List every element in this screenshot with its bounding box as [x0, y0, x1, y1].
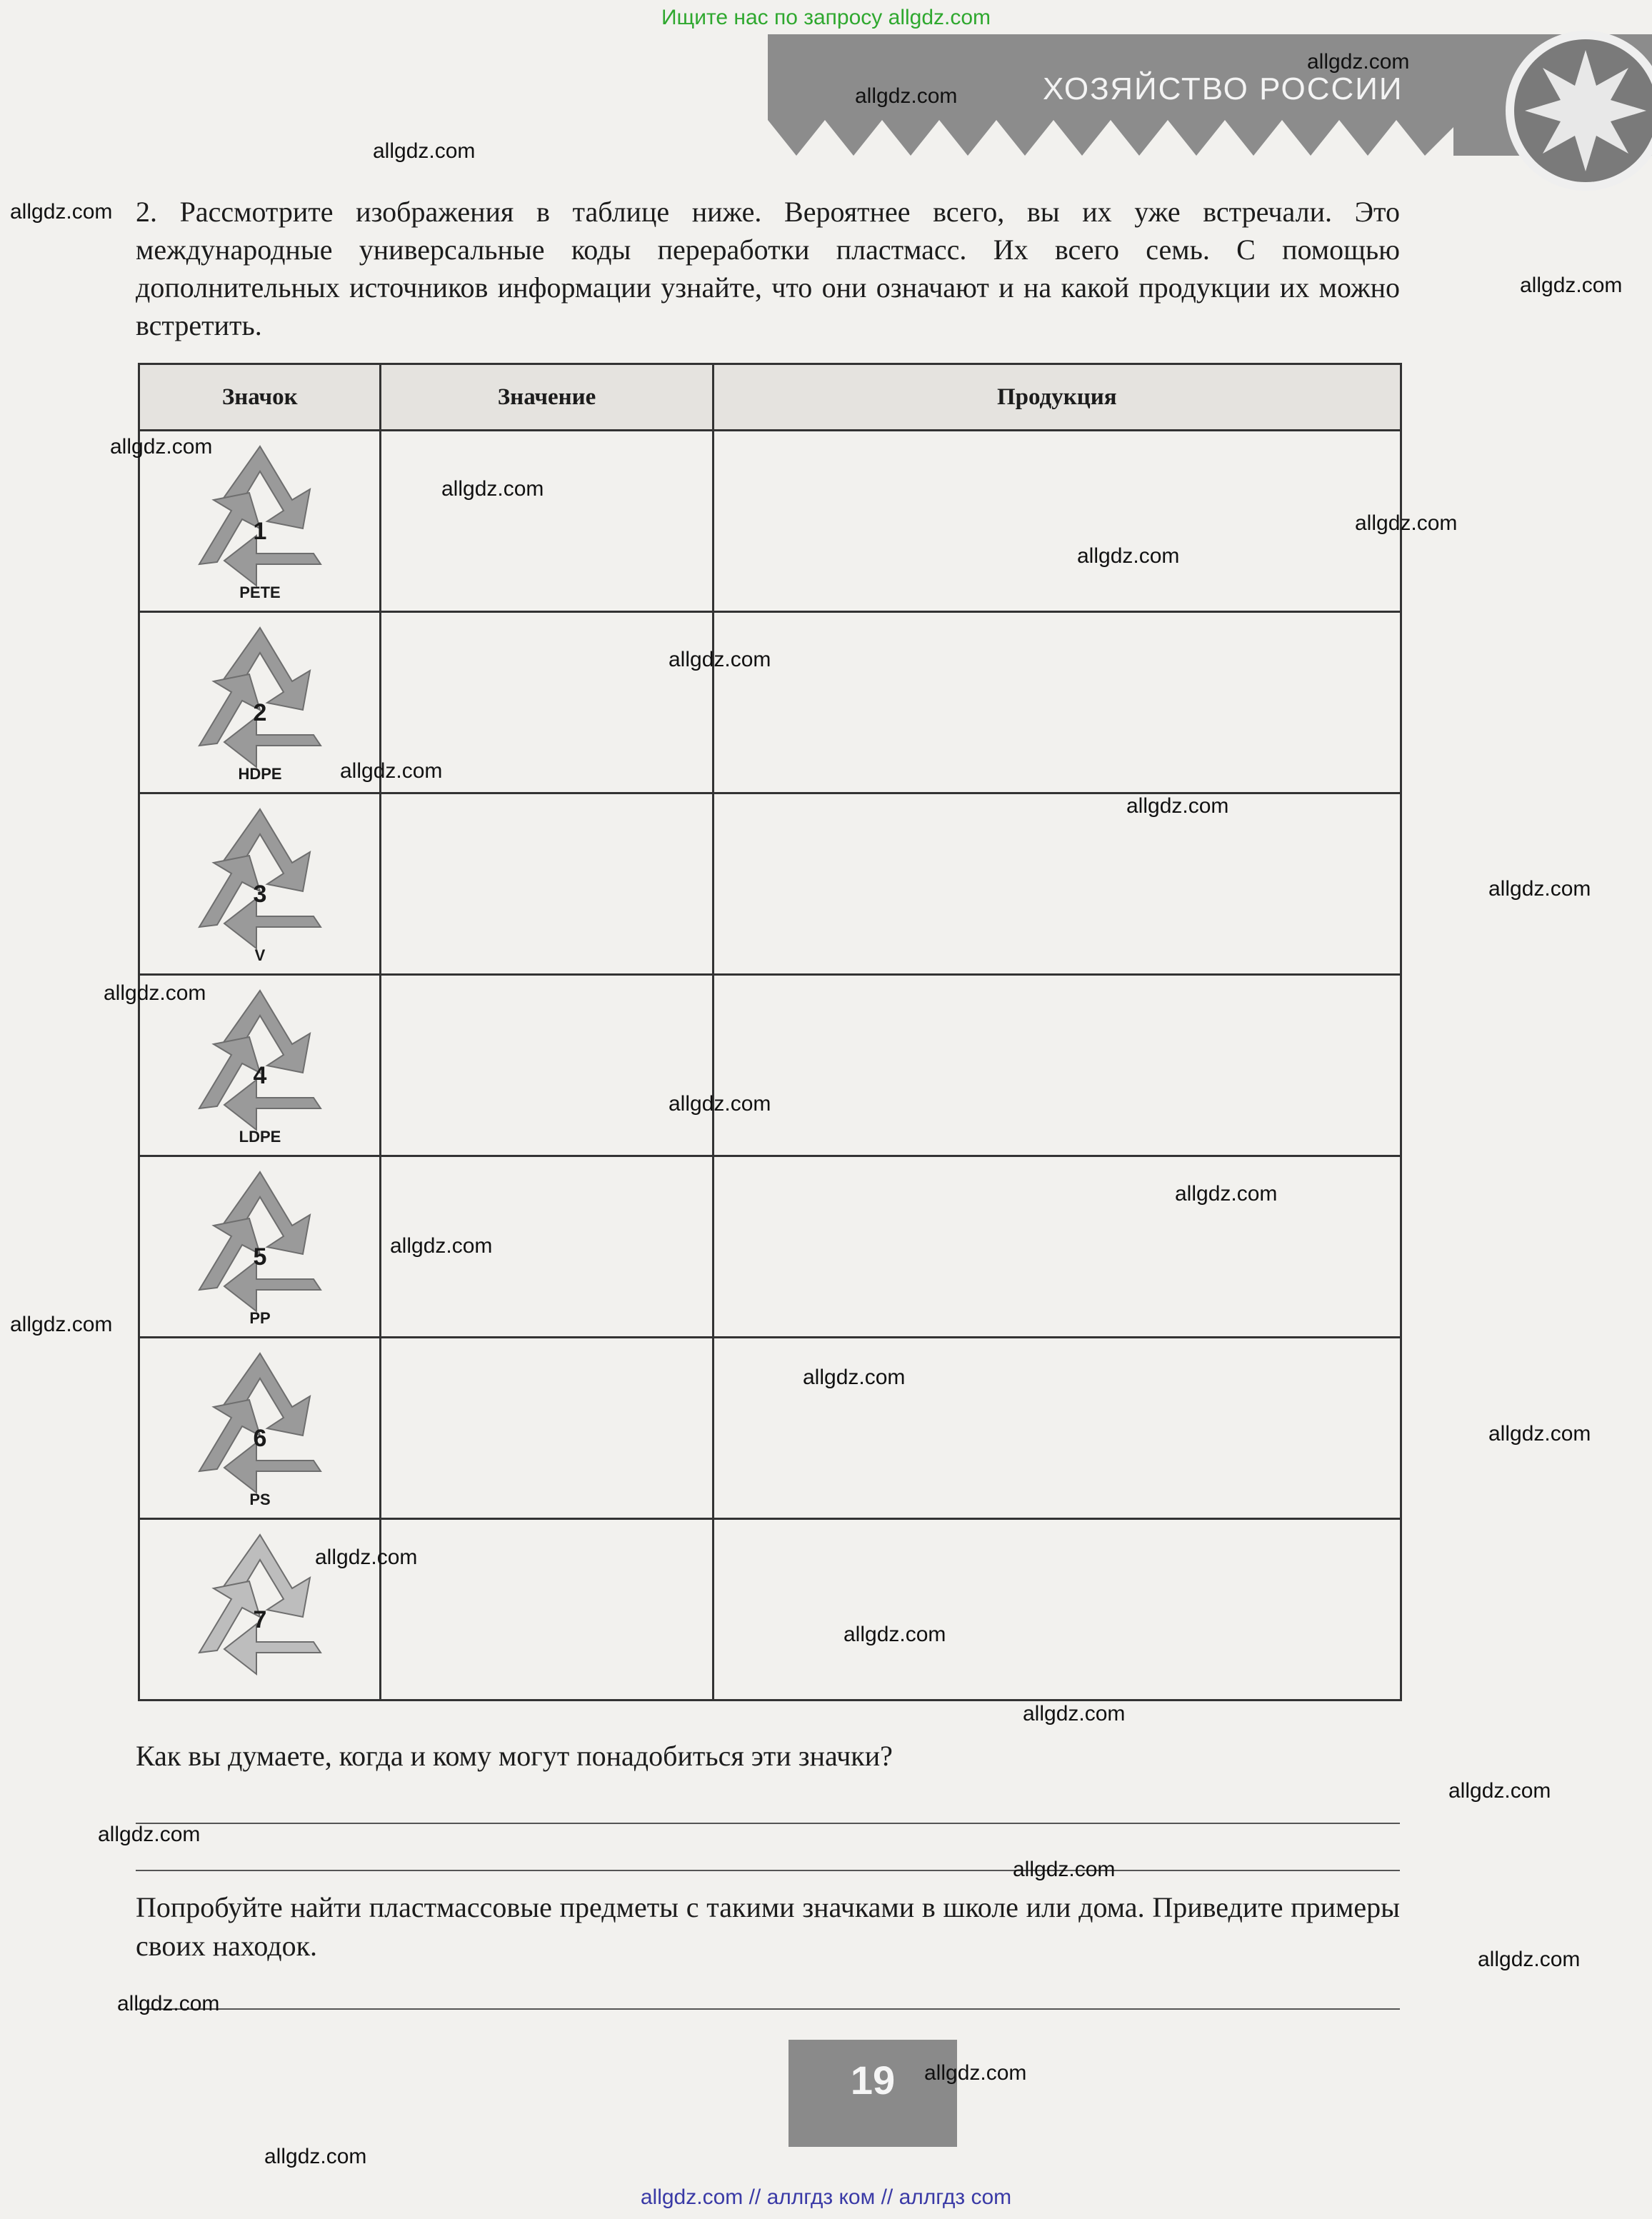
header-meaning: Значение	[381, 364, 713, 431]
watermark: allgdz.com	[1478, 1948, 1581, 1971]
watermark: allgdz.com	[803, 1366, 906, 1389]
code-number: 4	[253, 1061, 267, 1089]
table-row	[139, 975, 1401, 1156]
header-icon: Значок	[139, 364, 381, 431]
code-abbreviation: PETE	[239, 583, 281, 601]
page-number: 19	[850, 2058, 896, 2103]
watermark: allgdz.com	[1488, 877, 1591, 901]
watermark: allgdz.com	[669, 1092, 771, 1116]
products-cell[interactable]	[713, 431, 1401, 612]
recycle-arrow	[224, 1443, 321, 1493]
watermark: allgdz.com	[390, 1234, 493, 1258]
watermark: allgdz.com	[441, 477, 544, 501]
code-abbreviation: PP	[249, 1308, 271, 1327]
products-cell[interactable]	[713, 612, 1401, 793]
meaning-cell[interactable]	[381, 793, 713, 975]
table-row	[139, 612, 1401, 793]
table-row	[139, 1338, 1401, 1519]
task-body: Рассмотрите изображения в таблице ниже. Вероятнее всего, вы их уже встречали. Это международные универсальные коды переработки пластмасс. Их всего семь. С помощью дополнительных источников информации узнайте, что они означают и на какой продукции их можно встретить.	[136, 196, 1400, 341]
watermark: allgdz.com	[669, 648, 771, 671]
products-cell[interactable]	[713, 1519, 1401, 1700]
task-2-text	[136, 193, 1400, 344]
recycle-arrow	[224, 1080, 321, 1130]
watermark: allgdz.com	[1355, 511, 1458, 535]
watermark: allgdz.com	[1307, 50, 1410, 74]
answer-line[interactable]	[136, 2008, 1400, 2010]
top-banner[interactable]: Ищите нас по запросу allgdz.com	[661, 6, 991, 29]
answer-line[interactable]	[136, 1823, 1400, 1824]
code-number: 2	[253, 698, 267, 726]
watermark: allgdz.com	[110, 435, 213, 459]
recycle-arrow	[224, 717, 321, 767]
watermark: allgdz.com	[843, 1623, 946, 1646]
watermark: allgdz.com	[855, 84, 958, 108]
watermark: allgdz.com	[1023, 1702, 1126, 1725]
recycle-arrow	[224, 898, 321, 948]
recycle-triangle-icon	[178, 621, 342, 785]
watermark: allgdz.com	[10, 200, 113, 224]
code-abbreviation: V	[254, 946, 266, 964]
table-header-row	[139, 364, 1401, 431]
watermark: allgdz.com	[98, 1823, 201, 1846]
recycle-arrow	[224, 536, 321, 586]
meaning-cell[interactable]	[381, 975, 713, 1156]
watermark: allgdz.com	[1077, 544, 1180, 568]
meaning-cell[interactable]	[381, 431, 713, 612]
watermark: allgdz.com	[104, 981, 206, 1005]
recycle-arrow	[224, 1261, 321, 1311]
watermark: allgdz.com	[1488, 1422, 1591, 1446]
code-abbreviation: HDPE	[238, 764, 282, 783]
code-number: 7	[253, 1606, 267, 1633]
meaning-cell[interactable]	[381, 1338, 713, 1519]
table-row	[139, 793, 1401, 975]
question-1: Как вы думаете, когда и кому могут понадобиться эти значки?	[136, 1740, 893, 1772]
task-number: 2.	[136, 196, 157, 228]
star-emblem-icon	[1486, 29, 1652, 193]
code-abbreviation: PS	[249, 1490, 271, 1508]
recycle-code-cell	[139, 1338, 381, 1519]
section-title: ХОЗЯЙСТВО РОССИИ	[1043, 71, 1403, 106]
bottom-banner[interactable]: allgdz.com // аллгдз ком // аллгдз com	[640, 2185, 1012, 2209]
recycle-triangle-icon	[178, 1165, 342, 1329]
answer-line[interactable]	[136, 1870, 1400, 1871]
recycle-triangle-icon	[178, 1346, 342, 1511]
watermark: allgdz.com	[924, 2061, 1027, 2085]
watermark: allgdz.com	[1448, 1779, 1551, 1803]
code-number: 1	[253, 517, 267, 545]
watermark: allgdz.com	[340, 759, 443, 783]
code-number: 3	[253, 880, 267, 908]
watermark: allgdz.com	[1520, 274, 1623, 297]
watermark: allgdz.com	[1175, 1182, 1278, 1206]
watermark: allgdz.com	[373, 139, 476, 163]
meaning-cell[interactable]	[381, 1519, 713, 1700]
code-number: 6	[253, 1424, 267, 1452]
products-cell[interactable]	[713, 793, 1401, 975]
code-number: 5	[253, 1243, 267, 1271]
recycle-code-cell	[139, 1156, 381, 1338]
recycle-code-cell	[139, 793, 381, 975]
watermark: allgdz.com	[264, 2145, 367, 2168]
recycle-triangle-icon	[178, 439, 342, 603]
watermark: allgdz.com	[1013, 1858, 1116, 1881]
watermark: allgdz.com	[10, 1313, 113, 1336]
recycle-triangle-icon	[178, 983, 342, 1148]
products-cell[interactable]	[713, 1156, 1401, 1338]
products-cell[interactable]	[713, 1338, 1401, 1519]
table-row	[139, 431, 1401, 612]
recycle-arrow	[224, 1624, 321, 1674]
watermark: allgdz.com	[315, 1546, 418, 1569]
code-abbreviation: LDPE	[239, 1127, 281, 1146]
products-cell[interactable]	[713, 975, 1401, 1156]
recycle-triangle-icon	[178, 802, 342, 966]
question-2: Попробуйте найти пластмассовые предметы с такими значками в школе или дома. Приведите примеры своих находок.	[136, 1891, 1400, 1962]
watermark: allgdz.com	[117, 1992, 220, 2015]
recycling-codes-table	[138, 363, 1402, 1701]
watermark: allgdz.com	[1126, 794, 1229, 818]
header-products: Продукция	[713, 364, 1401, 431]
